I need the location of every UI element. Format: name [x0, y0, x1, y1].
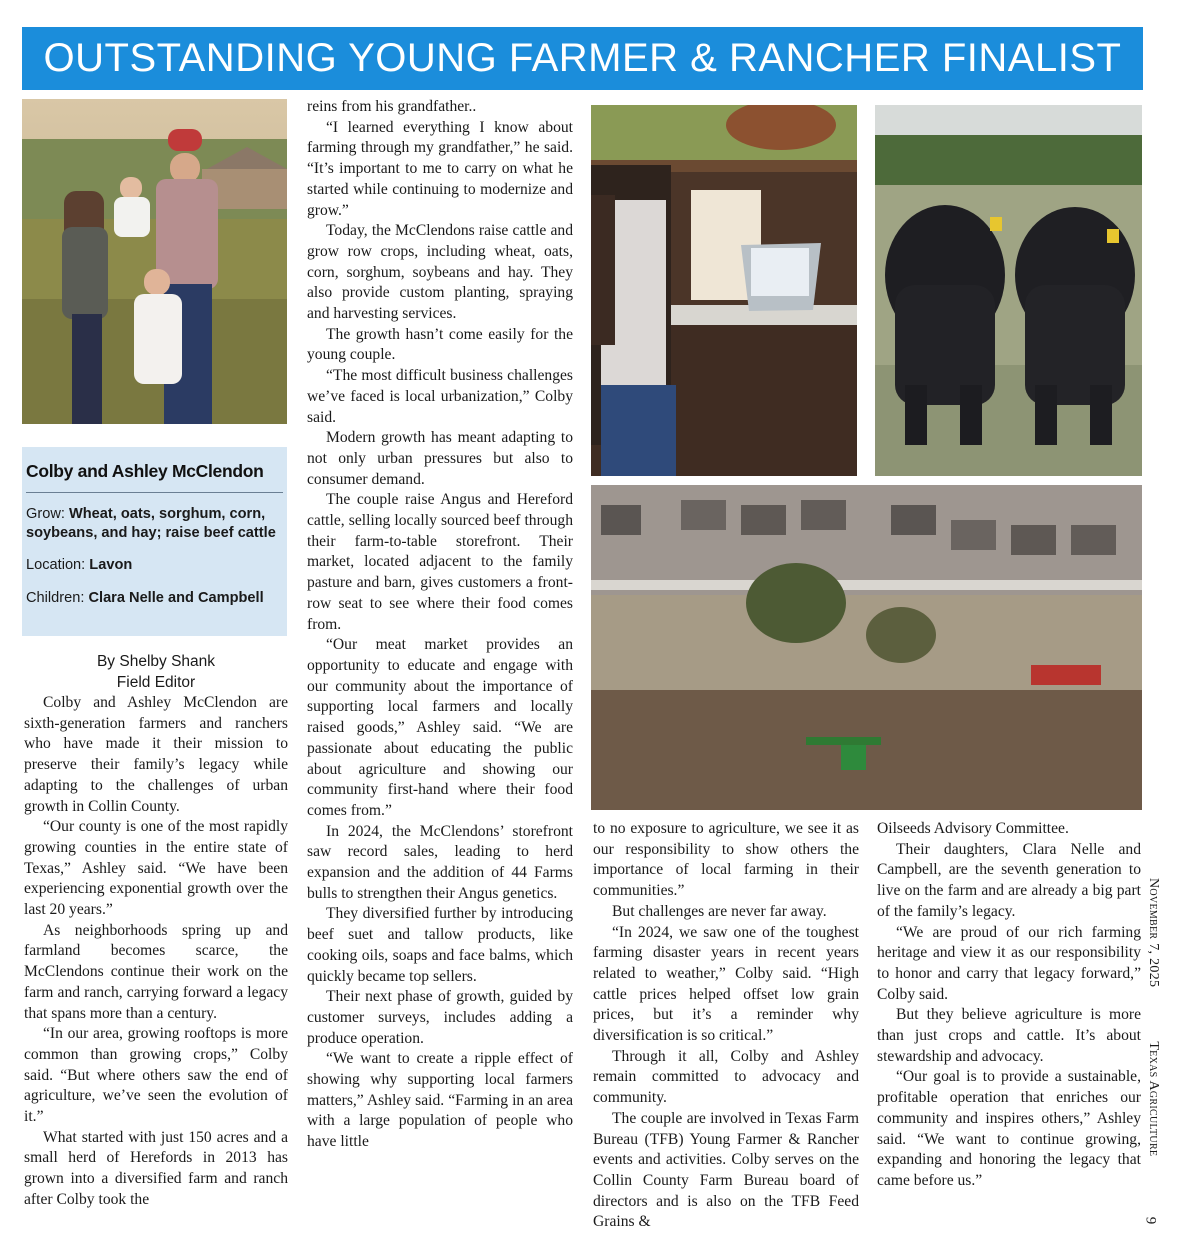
paragraph: “Our county is one of the most rapidly growing counties in the entire state of Texas,” Ashley said. “We have been experiencing exponential growth over the last 20 years.”	[24, 818, 288, 919]
paragraph: Today, the McClendons raise cattle and grow row crops, including wheat, oats, corn, sorghum, soybeans and hay. They also provide custom planting, spraying and harvesting services.	[307, 222, 573, 323]
article-column-4	[877, 819, 1141, 1192]
paragraph: “Our meat market provides an opportunity to educate and engage with our community about the importance of supporting local farmers and locally raised goods,” Ashley said. “We are passionate about educating the public about agriculture and showing our community first-hand where their food comes from.”	[307, 636, 573, 819]
paragraph: Through it all, Colby and Ashley remain committed to advocacy and community.	[593, 1047, 859, 1107]
folio-issue: November 7, 2025	[1146, 878, 1161, 988]
profile-name: Colby and Ashley McClendon	[26, 461, 264, 481]
side-folio	[1143, 878, 1163, 1178]
article-column-2	[307, 97, 573, 1153]
children-value: Clara Nelle and Campbell	[88, 589, 264, 606]
byline-author: By Shelby Shank	[96, 653, 216, 670]
paragraph: “In our area, growing rooftops is more common than growing crops,” Colby said. “But where others saw the end of agriculture, we’ve seen the evolution of it.”	[24, 1025, 288, 1126]
profile-location	[26, 556, 283, 575]
paragraph: What started with just 150 acres and a small herd of Herefords in 2013 has grown into a diversified farm and ranch after Colby took the	[24, 1128, 288, 1208]
section-banner	[22, 27, 1143, 90]
folio-text	[1145, 878, 1161, 1156]
byline	[24, 652, 288, 693]
aerial-farm-photo	[591, 485, 1142, 810]
folio-publication: Texas Agriculture	[1146, 1041, 1161, 1157]
paragraph: “The most difficult business challenges we’ve faced is local urbanization,” Colby said.	[307, 367, 573, 426]
paragraph: The growth hasn’t come easily for the young couple.	[307, 325, 573, 364]
banner-title: OUTSTANDING YOUNG FARMER & RANCHER FINALIST	[43, 36, 1122, 80]
profile-grow	[26, 505, 283, 542]
paragraph: “Our goal is to provide a sustainable, profitable operation that enriches our community and inspires others,” Ashley said. “We want to continue growing, expanding and honoring the legacy that came before us.”	[877, 1068, 1141, 1189]
paragraph: “In 2024, we saw one of the toughest farming disaster years in recent years related to weather,” Colby said. “High cattle prices helped offset low grain prices, but it’s a reminder why diversification is so critical.”	[593, 923, 859, 1045]
family-photo	[22, 99, 287, 424]
paragraph: The couple are involved in Texas Farm Bureau (TFB) Young Farmer & Rancher events and activities. Colby serves on the Collin County Farm Bureau board of directors and is also on the TFB Feed Grains &	[593, 1109, 859, 1231]
profile-box	[22, 447, 287, 636]
grow-value: Wheat, oats, sorghum, corn, soybeans, and hay; raise beef cattle	[26, 506, 276, 541]
profile-children	[26, 589, 283, 608]
paragraph: “We are proud of our rich farming heritage and view it as our responsibility to honor and carry that legacy forward,” Colby said.	[877, 923, 1141, 1003]
article-column-3	[593, 819, 859, 1233]
cattle-photo	[875, 105, 1142, 476]
article-column-1	[24, 652, 288, 1211]
paragraph: “We want to create a ripple effect of showing why supporting local farmers matters,” Ashley said. “Farming in an area with a large population of people who have little	[307, 1050, 573, 1151]
paragraph: “I learned everything I know about farming through my grandfather,” he said. “It’s important to me to carry on what he started while continuing to modernize and grow.”	[307, 118, 573, 219]
paragraph: In 2024, the McClendons’ storefront saw record sales, leading to herd expansion and the addition of 44 Farms bulls to strengthen their Angus genetics.	[307, 822, 573, 902]
paragraph: As neighborhoods spring up and farmland becomes scarce, the McClendons continue their work on the farm and ranch, carrying forward a legacy that spans more than a century.	[24, 921, 288, 1022]
location-label: Location:	[26, 557, 86, 573]
children-label: Children:	[26, 589, 85, 606]
page-number: 9	[1142, 1216, 1159, 1225]
laptop-photo	[591, 105, 857, 476]
paragraph: The couple raise Angus and Hereford cattle, selling locally sourced beef through their farm-to-table storefront. Their market, located adjacent to the family pasture and barn, gives customers a front-row seat to see where their food comes from.	[307, 491, 573, 633]
paragraph: Oilseeds Advisory Committee.	[877, 820, 1069, 837]
profile-divider	[26, 492, 283, 493]
paragraph: But they believe agriculture is more than just crops and cattle. It’s about stewardship and advocacy.	[877, 1006, 1141, 1065]
grow-label: Grow:	[26, 506, 65, 522]
location-value: Lavon	[89, 557, 133, 573]
paragraph: reins from his grandfather..	[307, 98, 477, 115]
paragraph: But challenges are never far away.	[612, 902, 827, 920]
byline-role: Field Editor	[116, 673, 196, 691]
paragraph: to no exposure to agriculture, we see it as our responsibility to show others the importance of local farming in their communities.”	[593, 820, 859, 900]
paragraph: They diversified further by introducing beef suet and tallow products, like cooking oils, soaps and face balms, which quickly became top sellers.	[307, 905, 573, 985]
paragraph: Modern growth has meant adapting to not only urban pressures but also to consumer demand.	[307, 429, 573, 488]
paragraph: Colby and Ashley McClendon are sixth-generation farmers and ranchers who have made it their mission to preserve their family’s legacy while adapting to the challenges of urban growth in Collin County.	[24, 694, 288, 815]
paragraph: Their next phase of growth, guided by customer surveys, includes adding a produce operation.	[307, 988, 573, 1047]
paragraph: Their daughters, Clara Nelle and Campbell, are the seventh generation to live on the farm and are already a big part of the family’s legacy.	[877, 840, 1141, 920]
